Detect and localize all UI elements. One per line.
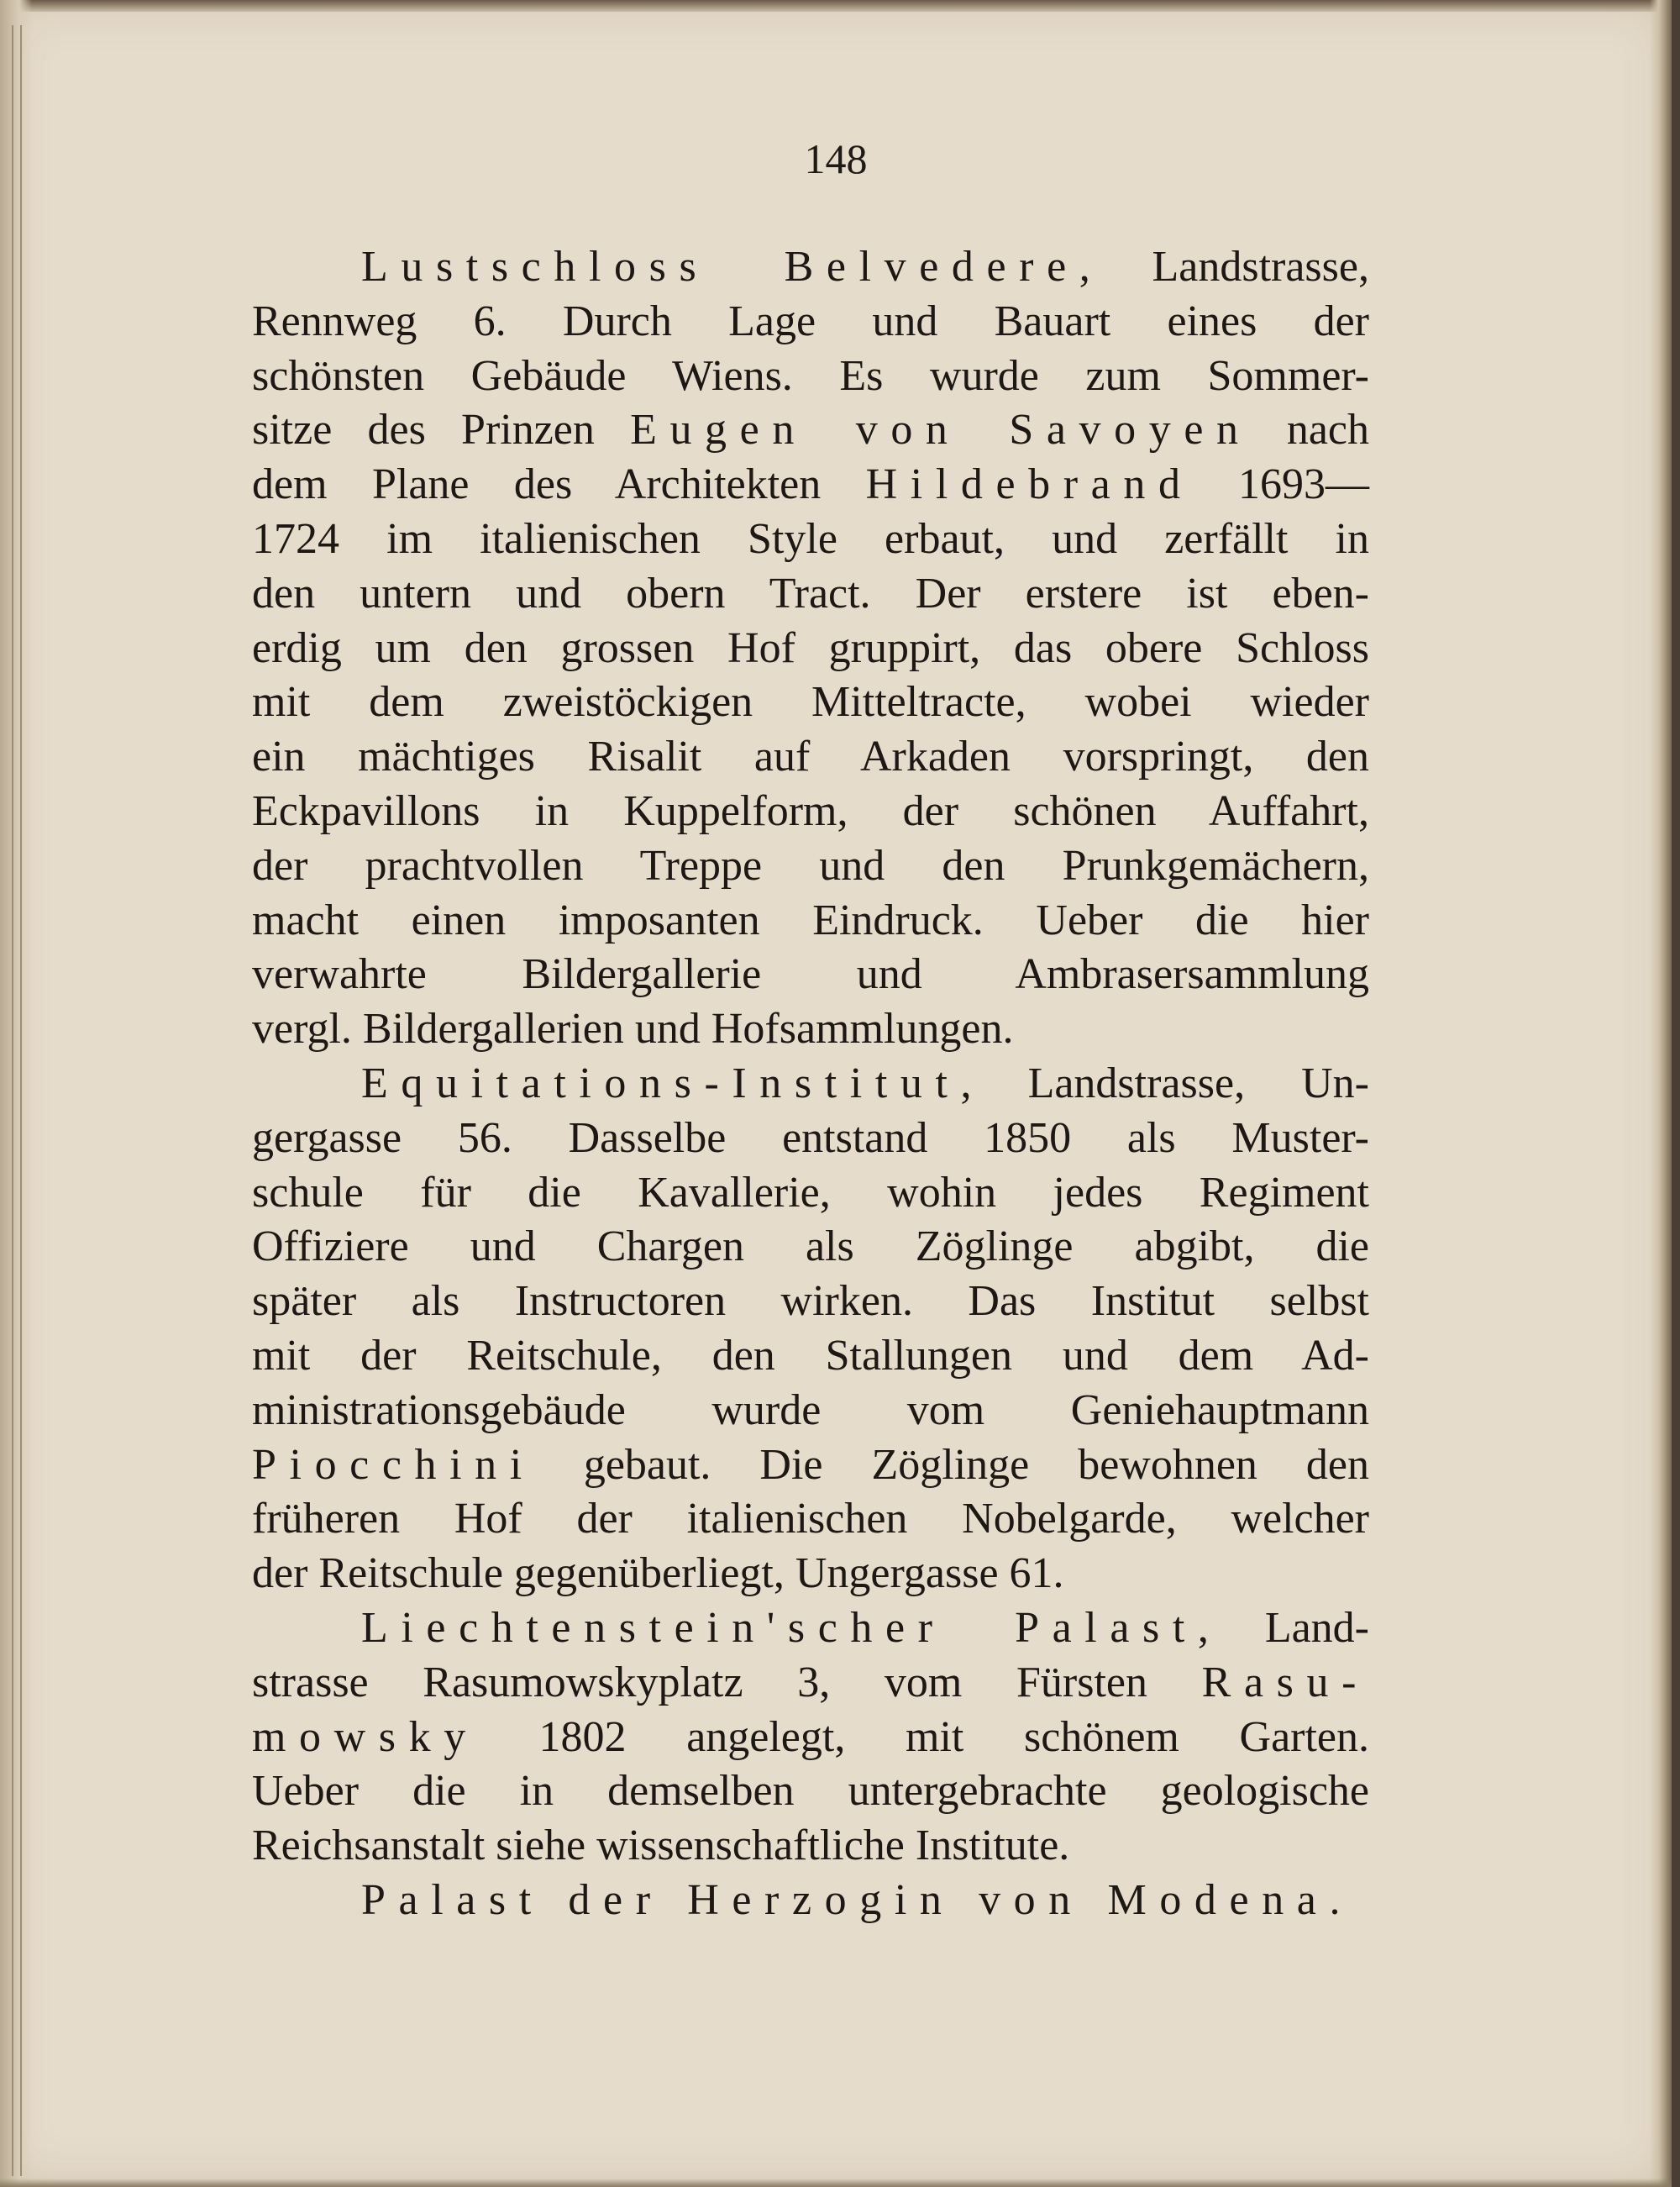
text-line — [252, 1656, 1369, 1711]
text-segment: mit dem zweistöckigen Mitteltracte, wobei wieder — [252, 678, 1369, 727]
text-segment: ministrationsgebäude wurde vom Geniehauptmann — [252, 1385, 1369, 1434]
text-line — [252, 1275, 1369, 1329]
text-segment: 1693— — [1193, 460, 1369, 509]
page-top-edge — [0, 0, 1672, 12]
text-line — [252, 839, 1369, 894]
text-segment: dem Plane des Architekten — [252, 460, 866, 509]
text-line — [252, 1874, 1369, 1928]
page-edge-line — [12, 25, 13, 2176]
text-line — [252, 1057, 1369, 1112]
text-segment: 1724 im italienischen Style erbaut, und zerfällt in — [252, 514, 1369, 563]
text-line — [252, 676, 1369, 730]
text-segment: schönsten Gebäude Wiens. Es wurde zum Sommer- — [252, 351, 1369, 400]
spaced-heading: Equitations-Institut — [361, 1059, 961, 1107]
text-segment: verwahrte Bildergallerie und Ambrasersammlung — [252, 950, 1369, 999]
text-line — [252, 1329, 1369, 1384]
text-line — [252, 622, 1369, 676]
text-line — [252, 1601, 1369, 1656]
text-line — [252, 1438, 1369, 1493]
spaced-name: Piocchini — [252, 1440, 535, 1489]
text-segment: nach — [1251, 406, 1369, 455]
text-segment: Offiziere und Chargen als Zöglinge abgibt, die — [252, 1222, 1369, 1271]
text-line — [252, 1547, 1369, 1601]
page-right-edge — [1650, 0, 1672, 2187]
text-segment: gebaut. Die Zöglinge bewohnen den — [534, 1440, 1369, 1489]
text-segment: , Land- — [1197, 1603, 1369, 1652]
page-left-edge — [0, 0, 32, 2187]
text-segment: vergl. Bildergallerien und Hofsammlungen. — [252, 1005, 1014, 1054]
text-segment: Rennweg 6. Durch Lage und Bauart eines der — [252, 297, 1369, 345]
spaced-name: Hildebrand — [865, 460, 1194, 509]
page-number: 148 — [804, 135, 868, 182]
text-line — [252, 350, 1369, 404]
text-segment: der prachtvollen Treppe und den Prunkgemächern, — [252, 841, 1369, 890]
spaced-heading: Lustschloss Belvedere — [361, 243, 1079, 291]
text-line — [252, 785, 1369, 839]
text-segment: ein mächtiges Risalit auf Arkaden vorspringt, den — [252, 733, 1369, 781]
text-segment: später als Instructoren wirken. Das Institut selbst — [252, 1277, 1369, 1326]
text-line — [252, 730, 1369, 785]
text-segment: , Landstrasse, Un- — [960, 1059, 1369, 1107]
text-segment: Reichsanstalt siehe wissenschaftliche Institute. — [252, 1822, 1070, 1870]
text-line — [252, 403, 1369, 458]
text-segment: den untern und obern Tract. Der erstere ist eben- — [252, 569, 1369, 618]
text-line — [252, 1711, 1369, 1765]
text-line — [252, 1112, 1369, 1166]
spaced-heading: Liechtenstein'scher Palast — [361, 1603, 1198, 1652]
text-line — [252, 240, 1369, 295]
page-bottom-edge — [0, 2179, 1672, 2187]
text-line — [252, 1492, 1369, 1547]
text-line — [252, 1764, 1369, 1819]
spaced-name: mowsky — [252, 1712, 479, 1761]
text-segment: strasse Rasumowskyplatz 3, vom Fürsten — [252, 1658, 1202, 1706]
text-line — [252, 567, 1369, 622]
page-edge-line — [20, 25, 22, 2176]
text-segment: Eckpavillons in Kuppelform, der schönen Auffahrt, — [252, 786, 1369, 835]
text-line — [252, 1384, 1369, 1438]
text-line — [252, 1819, 1369, 1874]
spaced-name: Eugen von Savoyen — [630, 406, 1252, 455]
text-segment: macht einen imposanten Eindruck. Ueber die hier — [252, 896, 1369, 944]
text-segment: Ueber die in demselben untergebrachte geologische — [252, 1767, 1369, 1816]
text-line — [252, 894, 1369, 949]
text-segment: früheren Hof der italienischen Nobelgarde, welcher — [252, 1495, 1369, 1543]
spaced-heading: Palast der Herzogin von Modena. — [361, 1875, 1354, 1924]
text-segment: erdig um den grossen Hof gruppirt, das obere Schloss — [252, 623, 1369, 672]
text-segment: 1802 angelegt, mit schönem Garten. — [478, 1712, 1369, 1761]
spaced-name: Rasu- — [1201, 1658, 1369, 1706]
text-segment: , Landstrasse, — [1079, 243, 1369, 291]
text-segment: gergasse 56. Dasselbe entstand 1850 als Muster- — [252, 1113, 1369, 1162]
text-line — [252, 1002, 1369, 1057]
text-segment: der Reitschule gegenüberliegt, Ungergasse 61. — [252, 1549, 1064, 1598]
text-segment: mit der Reitschule, den Stallungen und dem Ad- — [252, 1331, 1369, 1380]
text-line — [252, 513, 1369, 567]
text-line — [252, 948, 1369, 1002]
body-text — [252, 240, 1369, 1928]
text-line — [252, 1220, 1369, 1275]
text-segment: schule für die Kavallerie, wohin jedes Regiment — [252, 1168, 1369, 1217]
text-segment: sitze des Prinzen — [252, 406, 631, 455]
text-line — [252, 295, 1369, 350]
text-line — [252, 1166, 1369, 1221]
text-line — [252, 458, 1369, 513]
